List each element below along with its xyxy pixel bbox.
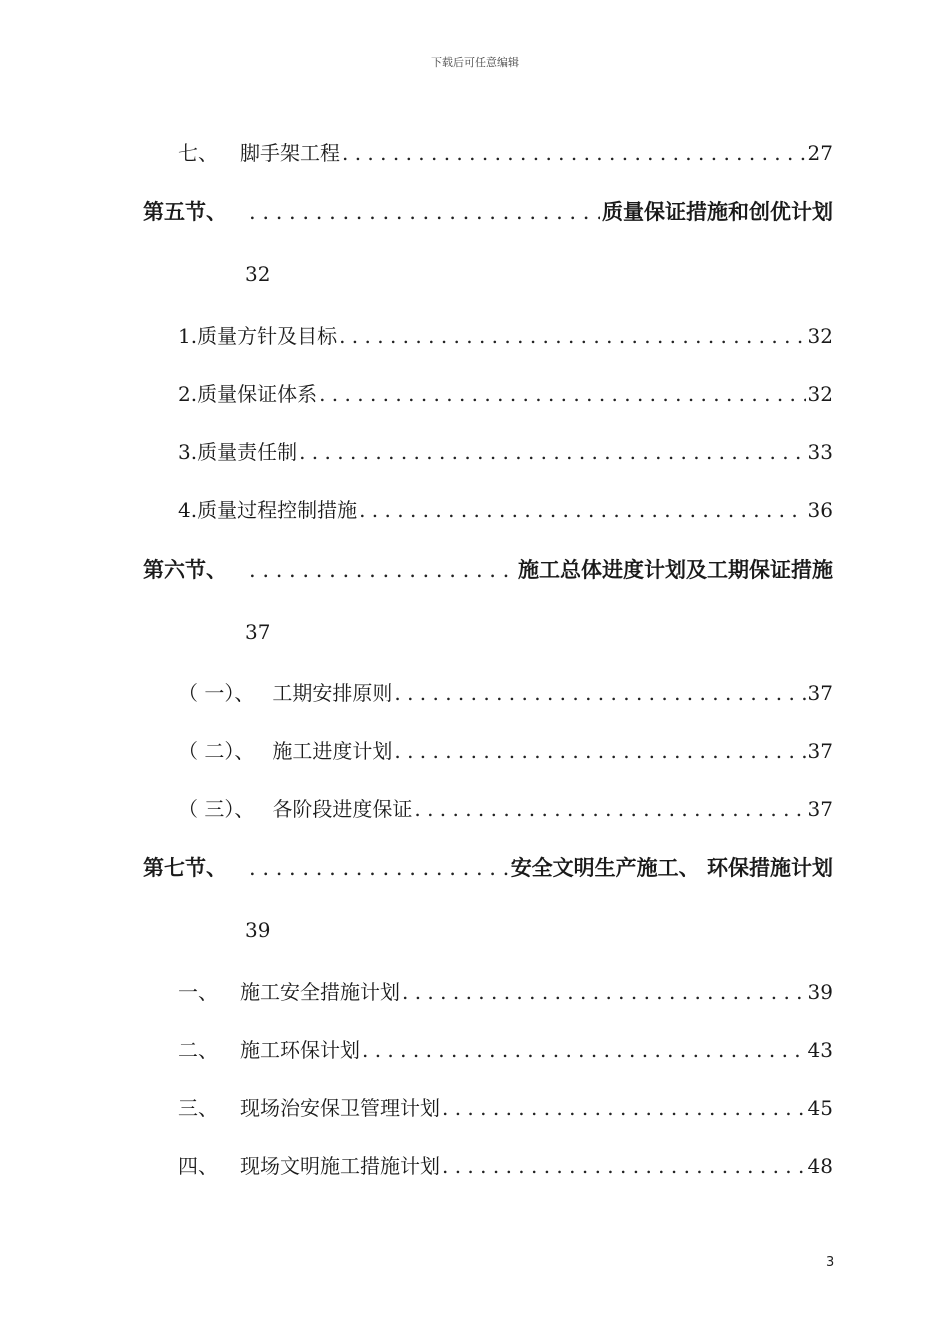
toc-entry-number: 四、: [178, 1154, 218, 1178]
toc-entry-page: 32: [807, 382, 833, 406]
toc-entry-page: 37: [807, 797, 833, 821]
toc-section-page: 32: [245, 262, 271, 286]
toc-entry-title: 施工环保计划: [240, 1038, 360, 1062]
toc-entry-number: （ 三）、: [178, 797, 255, 821]
toc-entry-page: 45: [807, 1096, 833, 1120]
toc-entry[interactable]: [178, 1150, 833, 1179]
toc-entry[interactable]: [178, 436, 833, 465]
page-number: 3: [826, 1255, 835, 1270]
toc-entry[interactable]: [178, 137, 833, 166]
toc-entry-page: 33: [807, 440, 833, 464]
leader-dots: [249, 558, 516, 582]
leader-dots: [339, 324, 805, 348]
leader-dots: [394, 739, 805, 763]
toc-entry-number: 二、: [178, 1038, 218, 1062]
toc-section-page: 39: [245, 918, 271, 942]
toc-entry-title: 施工安全措施计划: [240, 980, 400, 1004]
toc-entry[interactable]: [178, 320, 833, 349]
toc-entry-title: 质量过程控制措施: [197, 498, 358, 522]
toc-entry-title: 现场文明施工措施计划: [240, 1154, 440, 1178]
leader-dots: [249, 856, 509, 880]
toc-entry[interactable]: [178, 494, 833, 523]
leader-dots: [414, 797, 805, 821]
toc-entry-page: 36: [807, 498, 833, 522]
leader-dots: [359, 498, 805, 522]
toc-section[interactable]: [143, 852, 833, 882]
leader-dots: [299, 440, 805, 464]
toc-entry-number: 1.: [178, 324, 198, 348]
toc-entry-number: （ 二）、: [178, 739, 255, 763]
toc-entry[interactable]: [178, 378, 833, 407]
toc-entry-title: 质量责任制: [197, 440, 298, 464]
leader-dots: [362, 1038, 806, 1062]
toc-entry-title: 施工进度计划: [272, 739, 393, 763]
toc-entry-title: 各阶段进度保证: [272, 797, 413, 821]
toc-section-title: 施工总体进度计划及工期保证措施: [518, 558, 833, 582]
toc-entry-page: 37: [807, 739, 833, 763]
leader-dots: [442, 1154, 806, 1178]
leader-dots: [342, 141, 806, 165]
toc-section-page: 37: [245, 620, 271, 644]
toc-entry-page: 39: [807, 980, 833, 1004]
toc-section-title: 质量保证措施和创优计划: [602, 200, 833, 224]
leader-dots: [442, 1096, 806, 1120]
toc-entry-title: 质量保证体系: [197, 382, 318, 406]
toc-entry[interactable]: [178, 976, 833, 1005]
toc-entry-number: 一、: [178, 980, 218, 1004]
toc-section-number: 第五节、: [143, 200, 227, 224]
toc-entry-number: （ 一）、: [178, 681, 255, 705]
toc-entry-page: 48: [807, 1154, 833, 1178]
toc-entry-number: 七、: [178, 141, 218, 165]
toc-entry[interactable]: [178, 735, 833, 764]
leader-dots: [319, 382, 805, 406]
leader-dots: [394, 681, 805, 705]
leader-dots: [402, 980, 806, 1004]
toc-entry-number: 3.: [178, 440, 198, 464]
toc-entry-page: 43: [807, 1038, 833, 1062]
toc-section[interactable]: [143, 554, 833, 584]
toc-entry-page: 37: [807, 681, 833, 705]
toc-section-number: 第七节、: [143, 856, 227, 880]
toc-entry-title: 脚手架工程: [240, 141, 340, 165]
toc-entry-page: 27: [807, 141, 833, 165]
toc-entry[interactable]: [178, 677, 833, 706]
toc-entry[interactable]: [178, 1034, 833, 1063]
toc-section-number: 第六节、: [143, 558, 227, 582]
toc-entry[interactable]: [178, 793, 833, 822]
toc-entry-title: 现场治安保卫管理计划: [240, 1096, 440, 1120]
toc-section-title: 安全文明生产施工、 环保措施计划: [510, 856, 833, 880]
leader-dots: [249, 200, 600, 224]
toc-entry-title: 质量方针及目标: [197, 324, 338, 348]
toc-section[interactable]: [143, 196, 833, 226]
toc-entry-number: 4.: [178, 498, 198, 522]
toc-entry-page: 32: [807, 324, 833, 348]
toc-entry-title: 工期安排原则: [272, 681, 393, 705]
toc-entry-number: 三、: [178, 1096, 218, 1120]
header-note: 下载后可任意编辑: [431, 56, 519, 69]
toc-entry-number: 2.: [178, 382, 198, 406]
toc-entry[interactable]: [178, 1092, 833, 1121]
